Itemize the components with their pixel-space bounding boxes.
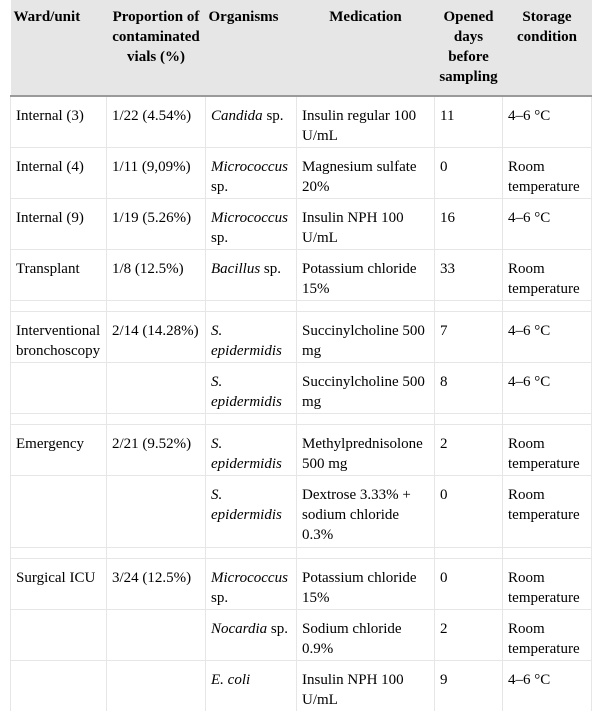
table-row <box>11 249 592 300</box>
cell-medication: Insulin regular 100 U/mL <box>297 96 435 147</box>
cell-storage: 4–6 °C <box>503 96 592 147</box>
cell-ward <box>11 362 107 413</box>
cell-ward <box>11 475 107 547</box>
cell-organism <box>206 311 297 362</box>
cell-storage: Room temperature <box>503 147 592 198</box>
organism-name: Nocardia <box>211 620 268 637</box>
cell-proportion: 2/21 (9.52%) <box>107 424 206 475</box>
cell-proportion <box>107 660 206 711</box>
cell-proportion: 3/24 (12.5%) <box>107 558 206 609</box>
table-body <box>11 96 592 711</box>
cell-ward: Transplant <box>11 249 107 300</box>
organism-name: S. epidermidis <box>211 322 282 359</box>
group-spacer <box>11 300 592 311</box>
cell-ward <box>11 609 107 660</box>
group-spacer <box>11 547 592 558</box>
cell-medication: Insulin NPH 100 U/mL <box>297 660 435 711</box>
organism-name: S. epidermidis <box>211 435 282 472</box>
cell-medication: Insulin NPH 100 U/mL <box>297 198 435 249</box>
cell-ward: Surgical ICU <box>11 558 107 609</box>
cell-opened-days: 2 <box>435 609 503 660</box>
cell-ward: Interventional bronchoscopy <box>11 311 107 362</box>
cell-storage: 4–6 °C <box>503 660 592 711</box>
cell-storage: Room temperature <box>503 475 592 547</box>
organism-name: Micrococcus <box>211 569 288 586</box>
cell-organism <box>206 198 297 249</box>
table-row <box>11 147 592 198</box>
cell-organism <box>206 362 297 413</box>
group-spacer <box>11 413 592 424</box>
cell-opened-days: 7 <box>435 311 503 362</box>
cell-opened-days: 9 <box>435 660 503 711</box>
cell-ward: Emergency <box>11 424 107 475</box>
contamination-table <box>10 0 592 711</box>
cell-ward: Internal (9) <box>11 198 107 249</box>
cell-proportion: 1/22 (4.54%) <box>107 96 206 147</box>
table-row <box>11 311 592 362</box>
cell-proportion: 1/11 (9,09%) <box>107 147 206 198</box>
cell-organism <box>206 609 297 660</box>
cell-organism <box>206 249 297 300</box>
organism-suffix: sp. <box>211 589 229 606</box>
header-medication: Medication <box>297 0 435 96</box>
cell-organism <box>206 475 297 547</box>
cell-ward: Internal (4) <box>11 147 107 198</box>
cell-organism <box>206 660 297 711</box>
table-row <box>11 660 592 711</box>
cell-opened-days: 0 <box>435 475 503 547</box>
cell-storage: 4–6 °C <box>503 198 592 249</box>
header-row <box>11 0 592 96</box>
cell-proportion: 2/14 (14.28%) <box>107 311 206 362</box>
cell-medication: Dextrose 3.33% + sodium chloride 0.3% <box>297 475 435 547</box>
organism-suffix: sp. <box>211 178 229 195</box>
cell-opened-days: 16 <box>435 198 503 249</box>
cell-proportion <box>107 475 206 547</box>
table-header <box>11 0 592 96</box>
organism-name: Micrococcus <box>211 209 288 226</box>
cell-ward <box>11 660 107 711</box>
table-row <box>11 475 592 547</box>
header-opened-days: Opened days before sampling <box>435 0 503 96</box>
cell-storage: Room temperature <box>503 424 592 475</box>
cell-proportion <box>107 362 206 413</box>
header-storage: Storage condition <box>503 0 592 96</box>
organism-suffix: sp. <box>260 260 282 277</box>
table-row <box>11 96 592 147</box>
cell-opened-days: 8 <box>435 362 503 413</box>
cell-opened-days: 11 <box>435 96 503 147</box>
cell-proportion <box>107 609 206 660</box>
cell-organism <box>206 424 297 475</box>
cell-proportion: 1/19 (5.26%) <box>107 198 206 249</box>
cell-opened-days: 33 <box>435 249 503 300</box>
cell-proportion: 1/8 (12.5%) <box>107 249 206 300</box>
table-row <box>11 424 592 475</box>
cell-opened-days: 2 <box>435 424 503 475</box>
cell-medication: Succinylcholine 500 mg <box>297 311 435 362</box>
organism-name: S. epidermidis <box>211 373 282 410</box>
table-row <box>11 558 592 609</box>
organism-name: E. coli <box>211 671 251 688</box>
organism-name: S. epidermidis <box>211 486 282 523</box>
table-row <box>11 362 592 413</box>
cell-ward: Internal (3) <box>11 96 107 147</box>
organism-name: Bacillus <box>211 260 261 277</box>
cell-storage: Room temperature <box>503 558 592 609</box>
organism-suffix: sp. <box>262 108 284 124</box>
cell-medication: Potassium chloride 15% <box>297 558 435 609</box>
cell-medication: Magnesium sulfate 20% <box>297 147 435 198</box>
cell-medication: Sodium chloride 0.9% <box>297 609 435 660</box>
organism-name: Candida <box>211 108 263 124</box>
cell-storage: 4–6 °C <box>503 362 592 413</box>
cell-storage: 4–6 °C <box>503 311 592 362</box>
cell-organism <box>206 558 297 609</box>
cell-opened-days: 0 <box>435 147 503 198</box>
cell-organism <box>206 147 297 198</box>
cell-storage: Room temperature <box>503 249 592 300</box>
organism-suffix: sp. <box>211 229 229 246</box>
cell-medication: Methylprednisolone 500 mg <box>297 424 435 475</box>
table-row <box>11 198 592 249</box>
header-organisms: Organisms <box>206 0 297 96</box>
header-ward: Ward/unit <box>11 0 107 96</box>
cell-opened-days: 0 <box>435 558 503 609</box>
cell-organism <box>206 96 297 147</box>
organism-suffix: sp. <box>267 620 288 637</box>
header-proportion: Proportion of contaminated vials (%) <box>107 0 206 96</box>
table-row <box>11 609 592 660</box>
organism-name: Micrococcus <box>211 158 288 175</box>
cell-medication: Potassium chloride 15% <box>297 249 435 300</box>
cell-medication: Succinylcholine 500 mg <box>297 362 435 413</box>
cell-storage: Room temperature <box>503 609 592 660</box>
